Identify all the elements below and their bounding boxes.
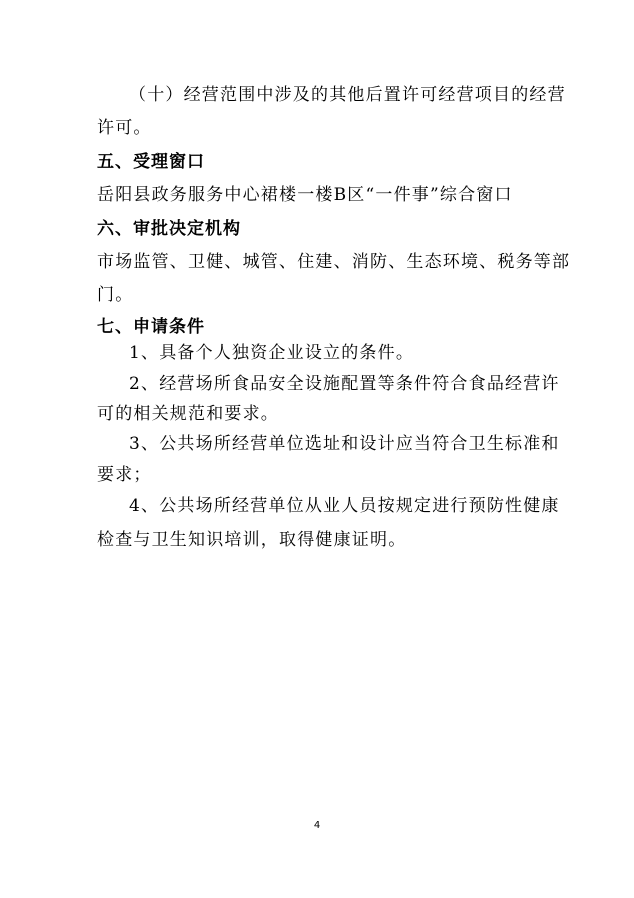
section-6-text-line-1: 市场监管、卫健、城管、住建、消防、生态环境、税务等部 xyxy=(97,252,571,272)
page-number: 4 xyxy=(313,820,321,831)
condition-3-line-2: 要求； xyxy=(97,465,152,485)
condition-3-line-1: 3、公共场所经营单位选址和设计应当符合卫生标准和 xyxy=(129,434,560,454)
condition-4-line-1: 4、公共场所经营单位从业人员按规定进行预防性健康 xyxy=(129,496,560,516)
condition-2-line-2: 可的相关规范和要求。 xyxy=(97,404,279,424)
section-6-text-line-2: 门。 xyxy=(97,285,134,305)
section-5-heading: 五、受理窗口 xyxy=(97,152,205,172)
item-10-line-2: 许可。 xyxy=(97,118,152,138)
section-5-text: 岳阳县政务服务中心裙楼一楼B区“一件事”综合窗口 xyxy=(97,185,513,205)
condition-1: 1、具备个人独资企业设立的条件。 xyxy=(129,343,415,363)
condition-4-line-2: 检查与卫生知识培训，取得健康证明。 xyxy=(97,530,407,550)
section-6-heading: 六、审批决定机构 xyxy=(97,219,241,239)
item-10-line-1: （十）经营范围中涉及的其他后置许可经营项目的经营 xyxy=(129,85,566,105)
section-7-heading: 七、申请条件 xyxy=(97,317,205,337)
condition-2-line-1: 2、经营场所食品安全设施配置等条件符合食品经营许 xyxy=(129,374,560,394)
